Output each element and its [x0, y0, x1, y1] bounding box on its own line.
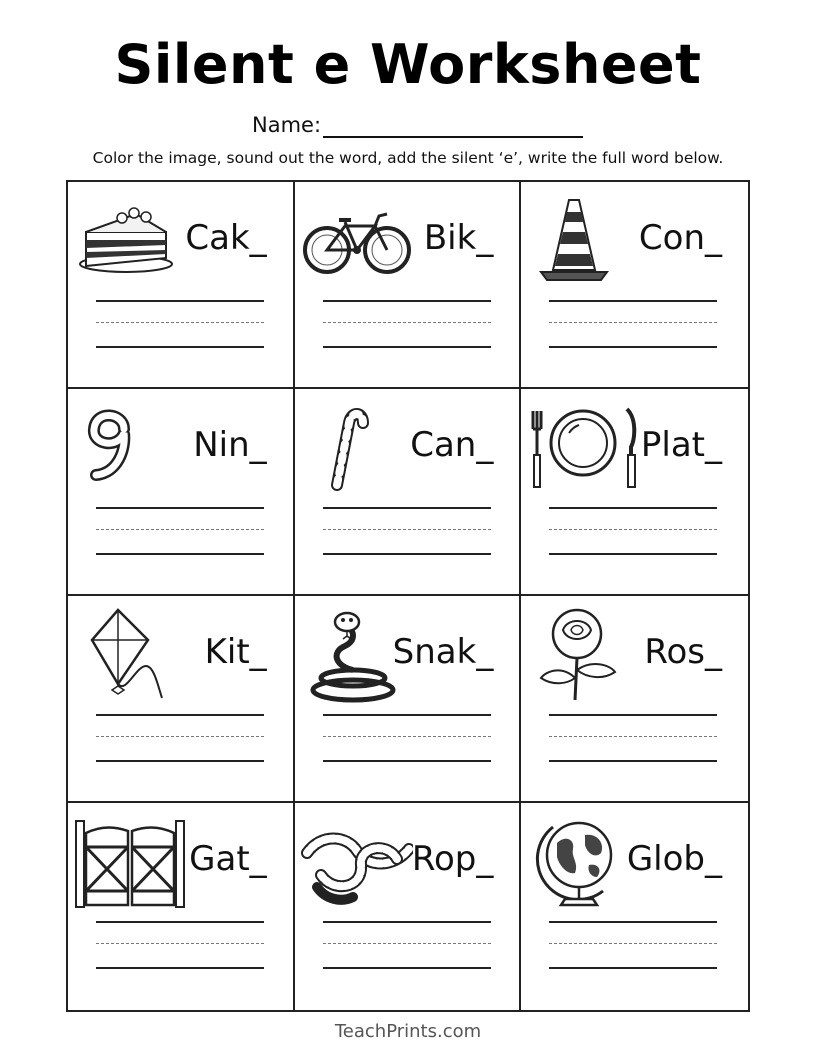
writing-line[interactable] [323, 553, 491, 555]
writing-guide-line [96, 736, 264, 737]
writing-line[interactable] [96, 760, 264, 762]
writing-guide-line [96, 529, 264, 530]
writing-line[interactable] [96, 921, 264, 923]
word-label: Cak_ [185, 218, 267, 258]
word-label: Glob_ [626, 839, 722, 879]
nine-icon [74, 399, 186, 499]
writing-guide-line [96, 322, 264, 323]
writing-line[interactable] [323, 714, 491, 716]
writing-line[interactable] [549, 300, 717, 302]
globe-icon [527, 813, 639, 913]
writing-line[interactable] [323, 346, 491, 348]
footer-website: TeachPrints.com [334, 1021, 482, 1042]
worksheet-cell [295, 596, 522, 803]
writing-line[interactable] [323, 300, 491, 302]
writing-guide-line [323, 322, 491, 323]
word-label: Kit_ [204, 632, 267, 672]
writing-line[interactable] [96, 507, 264, 509]
word-label: Con_ [638, 218, 722, 258]
writing-guide-line [549, 736, 717, 737]
worksheet-cell [295, 389, 522, 596]
worksheet-cell [295, 803, 522, 1010]
cake-icon [74, 192, 186, 292]
writing-line[interactable] [549, 714, 717, 716]
kite-icon [74, 606, 186, 706]
writing-guide-line [549, 529, 717, 530]
writing-line[interactable] [323, 507, 491, 509]
instructions: Color the image, sound out the word, add the silent ‘e’, write the full word below. [92, 149, 724, 167]
worksheet-cell [68, 182, 295, 389]
writing-line[interactable] [549, 967, 717, 969]
writing-guide-line [96, 943, 264, 944]
worksheet-cell [521, 182, 748, 389]
page-title: Silent e Worksheet [114, 33, 702, 96]
writing-guide-line [549, 322, 717, 323]
word-label: Nin_ [193, 425, 267, 465]
writing-line[interactable] [96, 714, 264, 716]
word-label: Ros_ [644, 632, 722, 672]
bike-icon [301, 192, 413, 292]
writing-line[interactable] [96, 346, 264, 348]
writing-line[interactable] [549, 507, 717, 509]
writing-line[interactable] [549, 921, 717, 923]
word-label: Snak_ [392, 632, 494, 672]
worksheet-cell [521, 803, 748, 1010]
writing-line[interactable] [323, 760, 491, 762]
writing-guide-line [323, 529, 491, 530]
word-label: Gat_ [189, 839, 267, 879]
word-label: Plat_ [640, 425, 722, 465]
worksheet-cell [68, 803, 295, 1010]
worksheet-cell [521, 596, 748, 803]
writing-line[interactable] [96, 553, 264, 555]
writing-line[interactable] [323, 967, 491, 969]
writing-guide-line [323, 736, 491, 737]
word-label: Rop_ [411, 839, 494, 879]
candy-cane-icon [301, 399, 413, 499]
name-label: Name: [252, 113, 322, 137]
gate-icon [74, 813, 186, 913]
writing-guide-line [549, 943, 717, 944]
worksheet-cell [68, 596, 295, 803]
worksheet-cell [295, 182, 522, 389]
worksheet-cell [521, 389, 748, 596]
writing-line[interactable] [96, 300, 264, 302]
word-label: Bik_ [423, 218, 494, 258]
writing-line[interactable] [549, 346, 717, 348]
name-line[interactable] [323, 112, 583, 138]
writing-line[interactable] [96, 967, 264, 969]
rose-icon [527, 606, 639, 706]
worksheet-cell [68, 389, 295, 596]
cone-icon [527, 192, 639, 292]
word-label: Can_ [410, 425, 494, 465]
rope-icon [301, 813, 413, 913]
writing-line[interactable] [323, 921, 491, 923]
name-row [252, 108, 583, 138]
writing-line[interactable] [549, 553, 717, 555]
writing-line[interactable] [549, 760, 717, 762]
worksheet-grid [66, 180, 750, 1012]
writing-guide-line [323, 943, 491, 944]
plate-icon [527, 399, 639, 499]
